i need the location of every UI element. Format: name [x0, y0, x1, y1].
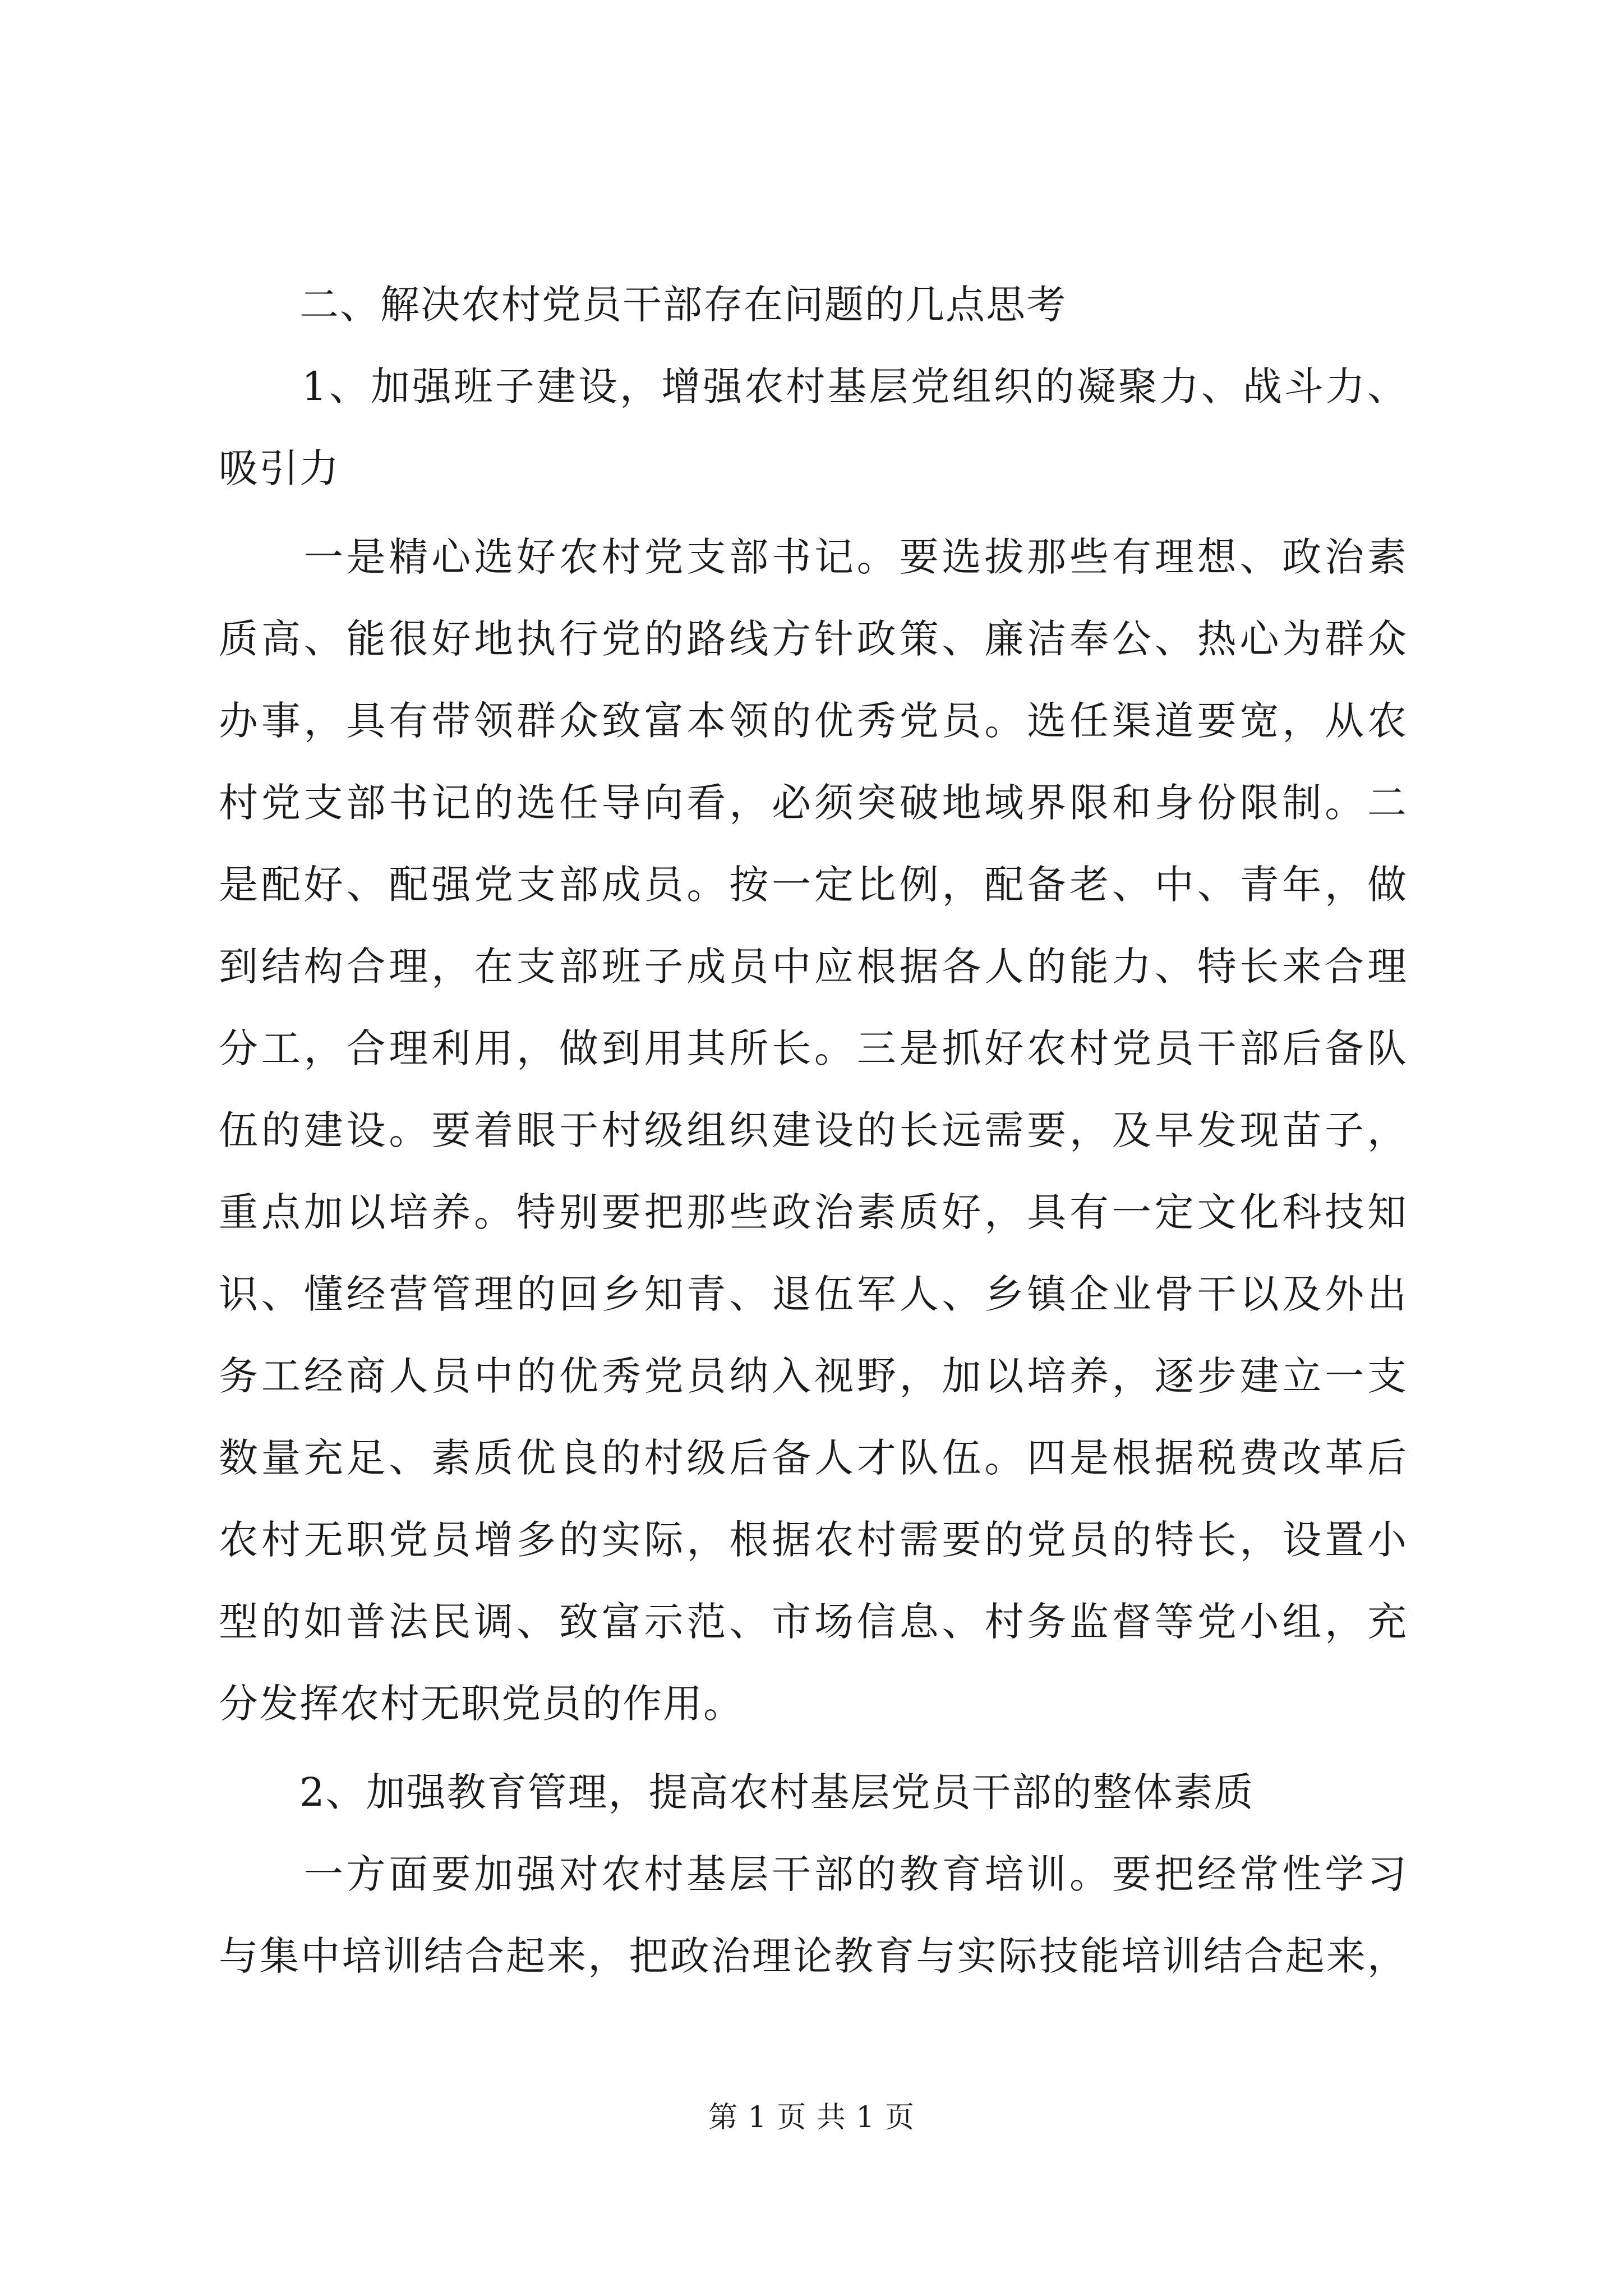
- paragraph-1-line-last: 分发挥农村无职党员的作用。: [219, 1681, 744, 1727]
- paragraph-1-line: 伍的建设。要着眼于村级组织建设的长远需要，及早发现苗子，: [219, 1107, 1408, 1153]
- subheading-1-line-1: 1、加强班子建设，增强农村基层党组织的凝聚力、战斗力、: [219, 364, 1408, 409]
- paragraph-1-line: 农村无职党员增多的实际，根据农村需要的党员的特长，设置小: [219, 1517, 1408, 1563]
- paragraph-1-line: 重点加以培养。特别要把那些政治素质好，具有一定文化科技知: [219, 1189, 1408, 1235]
- paragraph-1-line: 分工，合理利用，做到用其所长。三是抓好农村党员干部后备队: [219, 1025, 1408, 1071]
- paragraph-1-line: 办事，具有带领群众致富本领的优秀党员。选任渠道要宽，从农: [219, 698, 1408, 744]
- paragraph-1-line: 务工经商人员中的优秀党员纳入视野，加以培养，逐步建立一支: [219, 1353, 1408, 1399]
- paragraph-1-line: 到结构合理，在支部班子成员中应根据各人的能力、特长来合理: [219, 944, 1408, 990]
- paragraph-1-line: 一是精心选好农村党支部书记。要选拔那些有理想、政治素: [219, 534, 1408, 580]
- section-heading: 二、解决农村党员干部存在问题的几点思考: [219, 282, 1067, 328]
- paragraph-2-line: 与集中培训结合起来，把政治理论教育与实际技能培训结合起来，: [219, 1933, 1408, 1979]
- paragraph-1-line: 型的如普法民调、致富示范、市场信息、村务监督等党小组，充: [219, 1599, 1408, 1645]
- paragraph-2-line: 一方面要加强对农村基层干部的教育培训。要把经常性学习: [219, 1851, 1408, 1897]
- paragraph-1-line: 质高、能很好地执行党的路线方针政策、廉洁奉公、热心为群众: [219, 616, 1408, 662]
- subheading-2: 2、加强教育管理，提高农村基层党员干部的整体素质: [219, 1769, 1255, 1815]
- paragraph-1-line: 村党支部书记的选任导向看，必须突破地域界限和身份限制。二: [219, 780, 1408, 826]
- subheading-1-line-2: 吸引力: [219, 445, 340, 491]
- paragraph-1-line: 数量充足、素质优良的村级后备人才队伍。四是根据税费改革后: [219, 1435, 1408, 1481]
- paragraph-1-line: 识、懂经营管理的回乡知青、退伍军人、乡镇企业骨干以及外出: [219, 1271, 1408, 1317]
- page-footer: 第 1 页 共 1 页: [708, 2101, 915, 2134]
- document-body: [219, 264, 1408, 1997]
- paragraph-1-line: 是配好、配强党支部成员。按一定比例，配备老、中、青年，做: [219, 862, 1408, 908]
